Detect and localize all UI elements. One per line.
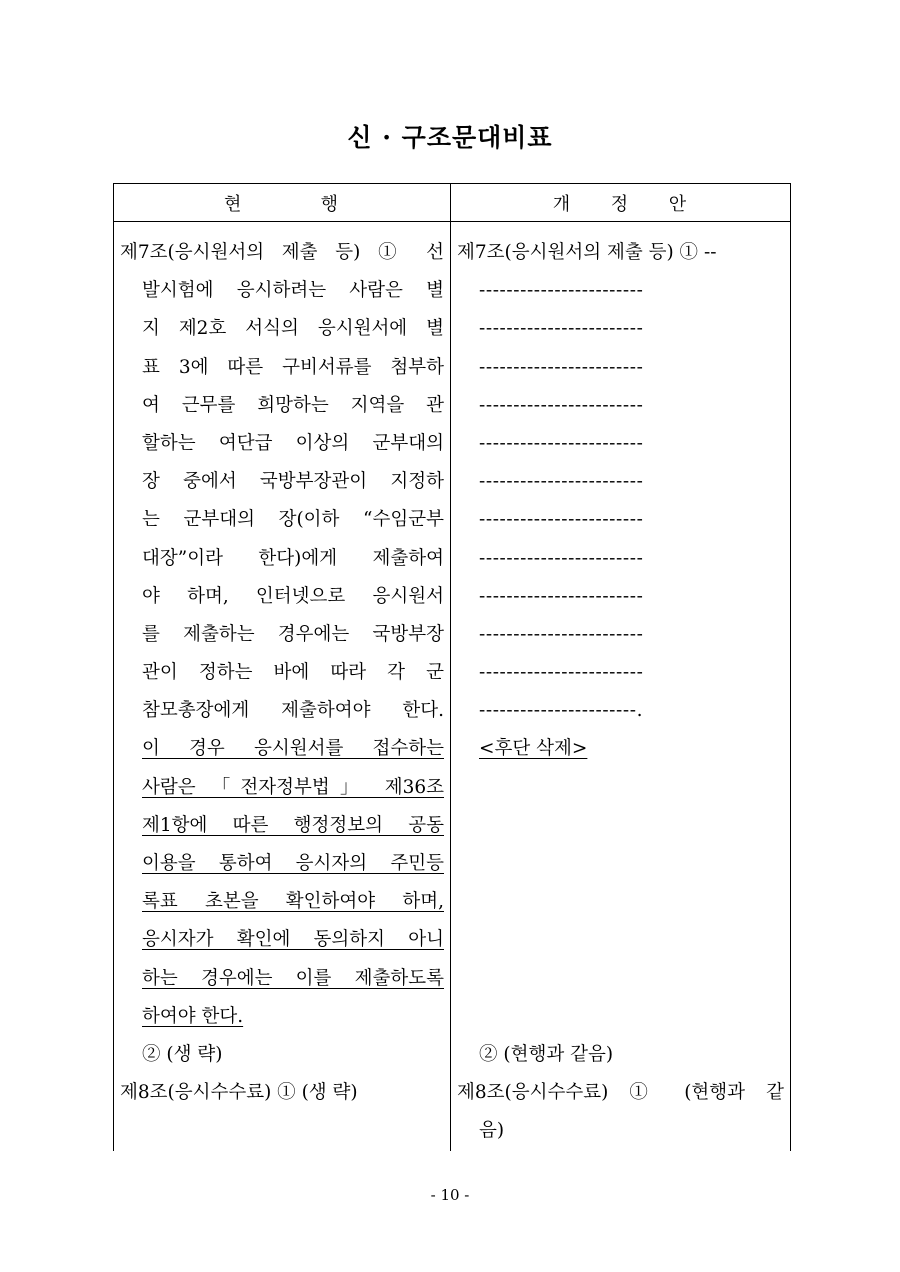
- deleted-line: 제1항에 따른 행정정보의 공동: [142, 814, 444, 836]
- art7-paragraph-2: ② (생 략): [142, 1043, 223, 1065]
- revised-column: [451, 222, 791, 1151]
- dash-line: ------------------------: [479, 394, 644, 416]
- deleted-line: 하여야 한다.: [142, 1005, 244, 1027]
- page-title: 신 · 구조문대비표: [347, 123, 553, 152]
- body-row: [114, 222, 791, 1151]
- dash-line: ------------------------: [479, 623, 644, 645]
- art7-line: 참모총장에게 제출하여야 한다.: [142, 700, 444, 722]
- art7-first-line: 제7조(응시원서의 제출 등) ① --: [457, 242, 717, 263]
- art8-line: 음): [479, 1120, 505, 1142]
- deleted-line: 사람은 「전자정부법」 제36조: [142, 776, 444, 798]
- header-revised: 개 정 안: [451, 184, 791, 222]
- deleted-line: 이용을 통하여 응시자의 주민등: [142, 853, 444, 874]
- art7-line: 장 중에서 국방부장관이 지정하: [142, 471, 444, 493]
- art7-line: 제7조(응시원서의 제출 등) ① 선: [120, 242, 444, 263]
- deleted-line: 하는 경우에는 이를 제출하도록: [142, 967, 444, 989]
- header-current: 현 행: [114, 184, 451, 222]
- art7-line: 대장”이라 한다)에게 제출하여: [142, 547, 444, 569]
- dash-line: ------------------------: [479, 280, 644, 302]
- deleted-note: <후단 삭제>: [479, 738, 588, 760]
- art7-line: 할하는 여단급 이상의 군부대의: [142, 432, 444, 454]
- header-row: [114, 184, 791, 222]
- deleted-line: 록표 초본을 확인하여야 하며,: [142, 891, 444, 913]
- art7-line: 를 제출하는 경우에는 국방부장: [142, 623, 444, 645]
- art7-line: 관이 정하는 바에 따라 각 군: [142, 662, 444, 684]
- current-column: [114, 222, 451, 1151]
- deleted-line: 응시자가 확인에 동의하지 아니: [142, 929, 444, 951]
- dash-line-end: -----------------------.: [479, 700, 644, 722]
- art8-line: 제8조(응시수수료) ① (생 략): [120, 1082, 358, 1104]
- art7-line: 여 근무를 희망하는 지역을 관: [142, 394, 444, 416]
- art7-line: 지 제2호 서식의 응시원서에 별: [142, 318, 444, 340]
- comparison-table: [113, 183, 791, 1151]
- art7-paragraph-2: ② (현행과 같음): [479, 1043, 614, 1065]
- dash-line: ------------------------: [479, 509, 644, 531]
- art7-line: 발시험에 응시하려는 사람은 별: [142, 280, 444, 302]
- dash-line: ------------------------: [479, 318, 644, 340]
- dash-line: ------------------------: [479, 432, 644, 454]
- art7-line: 는 군부대의 장(이하 “수임군부: [142, 509, 444, 531]
- art8-line: 제8조(응시수수료) ① (현행과 같: [457, 1082, 784, 1104]
- deleted-line: 이 경우 응시원서를 접수하는: [142, 738, 444, 760]
- dash-line: ------------------------: [479, 547, 644, 569]
- dash-line: ------------------------: [479, 471, 644, 493]
- dash-line: ------------------------: [479, 662, 644, 684]
- dash-line: ------------------------: [479, 585, 644, 607]
- art7-line: 야 하며, 인터넷으로 응시원서: [142, 585, 444, 607]
- dash-line: ------------------------: [479, 356, 644, 378]
- page-number: - 10 -: [430, 1186, 470, 1204]
- art7-line: 표 3에 따른 구비서류를 첨부하: [142, 356, 444, 378]
